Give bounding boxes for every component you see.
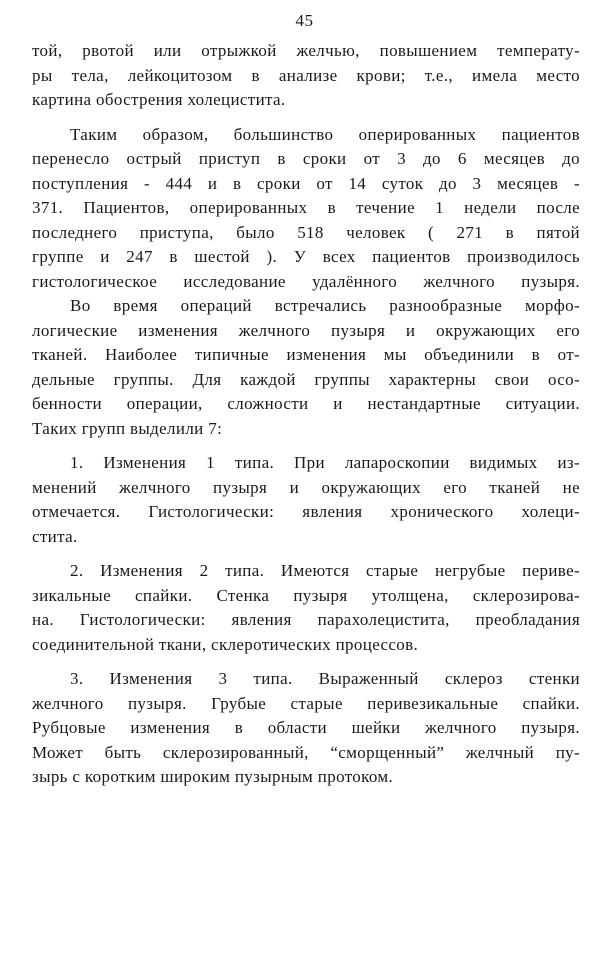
text-line: зикальные спайки. Стенка пузыря утолщена, склерозирова-: [32, 585, 580, 605]
page-number: 45: [295, 11, 314, 30]
text-line: Может быть склерозированный, “сморщенный” желчный пу-: [32, 742, 580, 762]
text-line: последнего приступа, было 518 человек ( 271 в пятой: [32, 222, 580, 242]
text-line: бенности операции, сложности и нестандартные ситуации.: [32, 394, 580, 413]
text-line: логические изменения желчного пузыря и окружающих его: [32, 320, 580, 340]
text-line: менений желчного пузыря и окружающих его тканей не: [32, 477, 580, 497]
text-line: стита.: [32, 526, 78, 546]
text-line: Рубцовые изменения в области шейки желчного пузыря.: [32, 718, 580, 737]
text-line: Таких групп выделили 7:: [32, 418, 223, 438]
text-line: соединительной ткани, склеротических процессов.: [32, 634, 419, 654]
text-line: на. Гистологически: явления парахолецистита, преобладания: [32, 610, 580, 629]
text-line: отмечается. Гистологически: явления хронического холеци-: [32, 502, 580, 521]
text-line: поступления - 444 и в сроки от 14 суток до 3 месяцев -: [32, 173, 580, 193]
text-line: 371. Пациентов, оперированных в течение 1 недели после: [32, 198, 580, 217]
text-line: картина обострения холецистита.: [32, 90, 286, 109]
text-line: Таким образом, большинство оперированных пациентов: [70, 124, 580, 144]
text-line: 2. Изменения 2 типа. Имеются старые негрубые периве-: [70, 561, 580, 580]
text-line: дельные группы. Для каждой группы характерны свои осо-: [32, 369, 580, 389]
text-line: тканей. Наиболее типичные изменения мы объединили в от-: [32, 345, 580, 364]
text-line: перенесло острый приступ в сроки от 3 до 6 месяцев до: [32, 149, 580, 168]
text-line: Во время операций встречались разнообразные морфо-: [70, 296, 580, 315]
text-line: ры тела, лейкоцитозом в анализе крови; т.е., имела место: [32, 65, 580, 85]
text-line: 1. Изменения 1 типа. При лапароскопии видимых из-: [70, 453, 580, 472]
text-line: той, рвотой или отрыжкой желчью, повышением температу-: [32, 41, 580, 60]
text-line: группе и 247 в шестой ). У всех пациентов производилось: [32, 247, 580, 266]
text-line: желчного пузыря. Грубые старые перивезикальные спайки.: [32, 693, 580, 713]
text-line: гистологическое исследование удалённого желчного пузыря.: [32, 271, 580, 291]
text-line: 3. Изменения 3 типа. Выраженный склероз стенки: [70, 669, 580, 688]
text-line: зырь с коротким широким пузырным протоком.: [32, 767, 394, 786]
